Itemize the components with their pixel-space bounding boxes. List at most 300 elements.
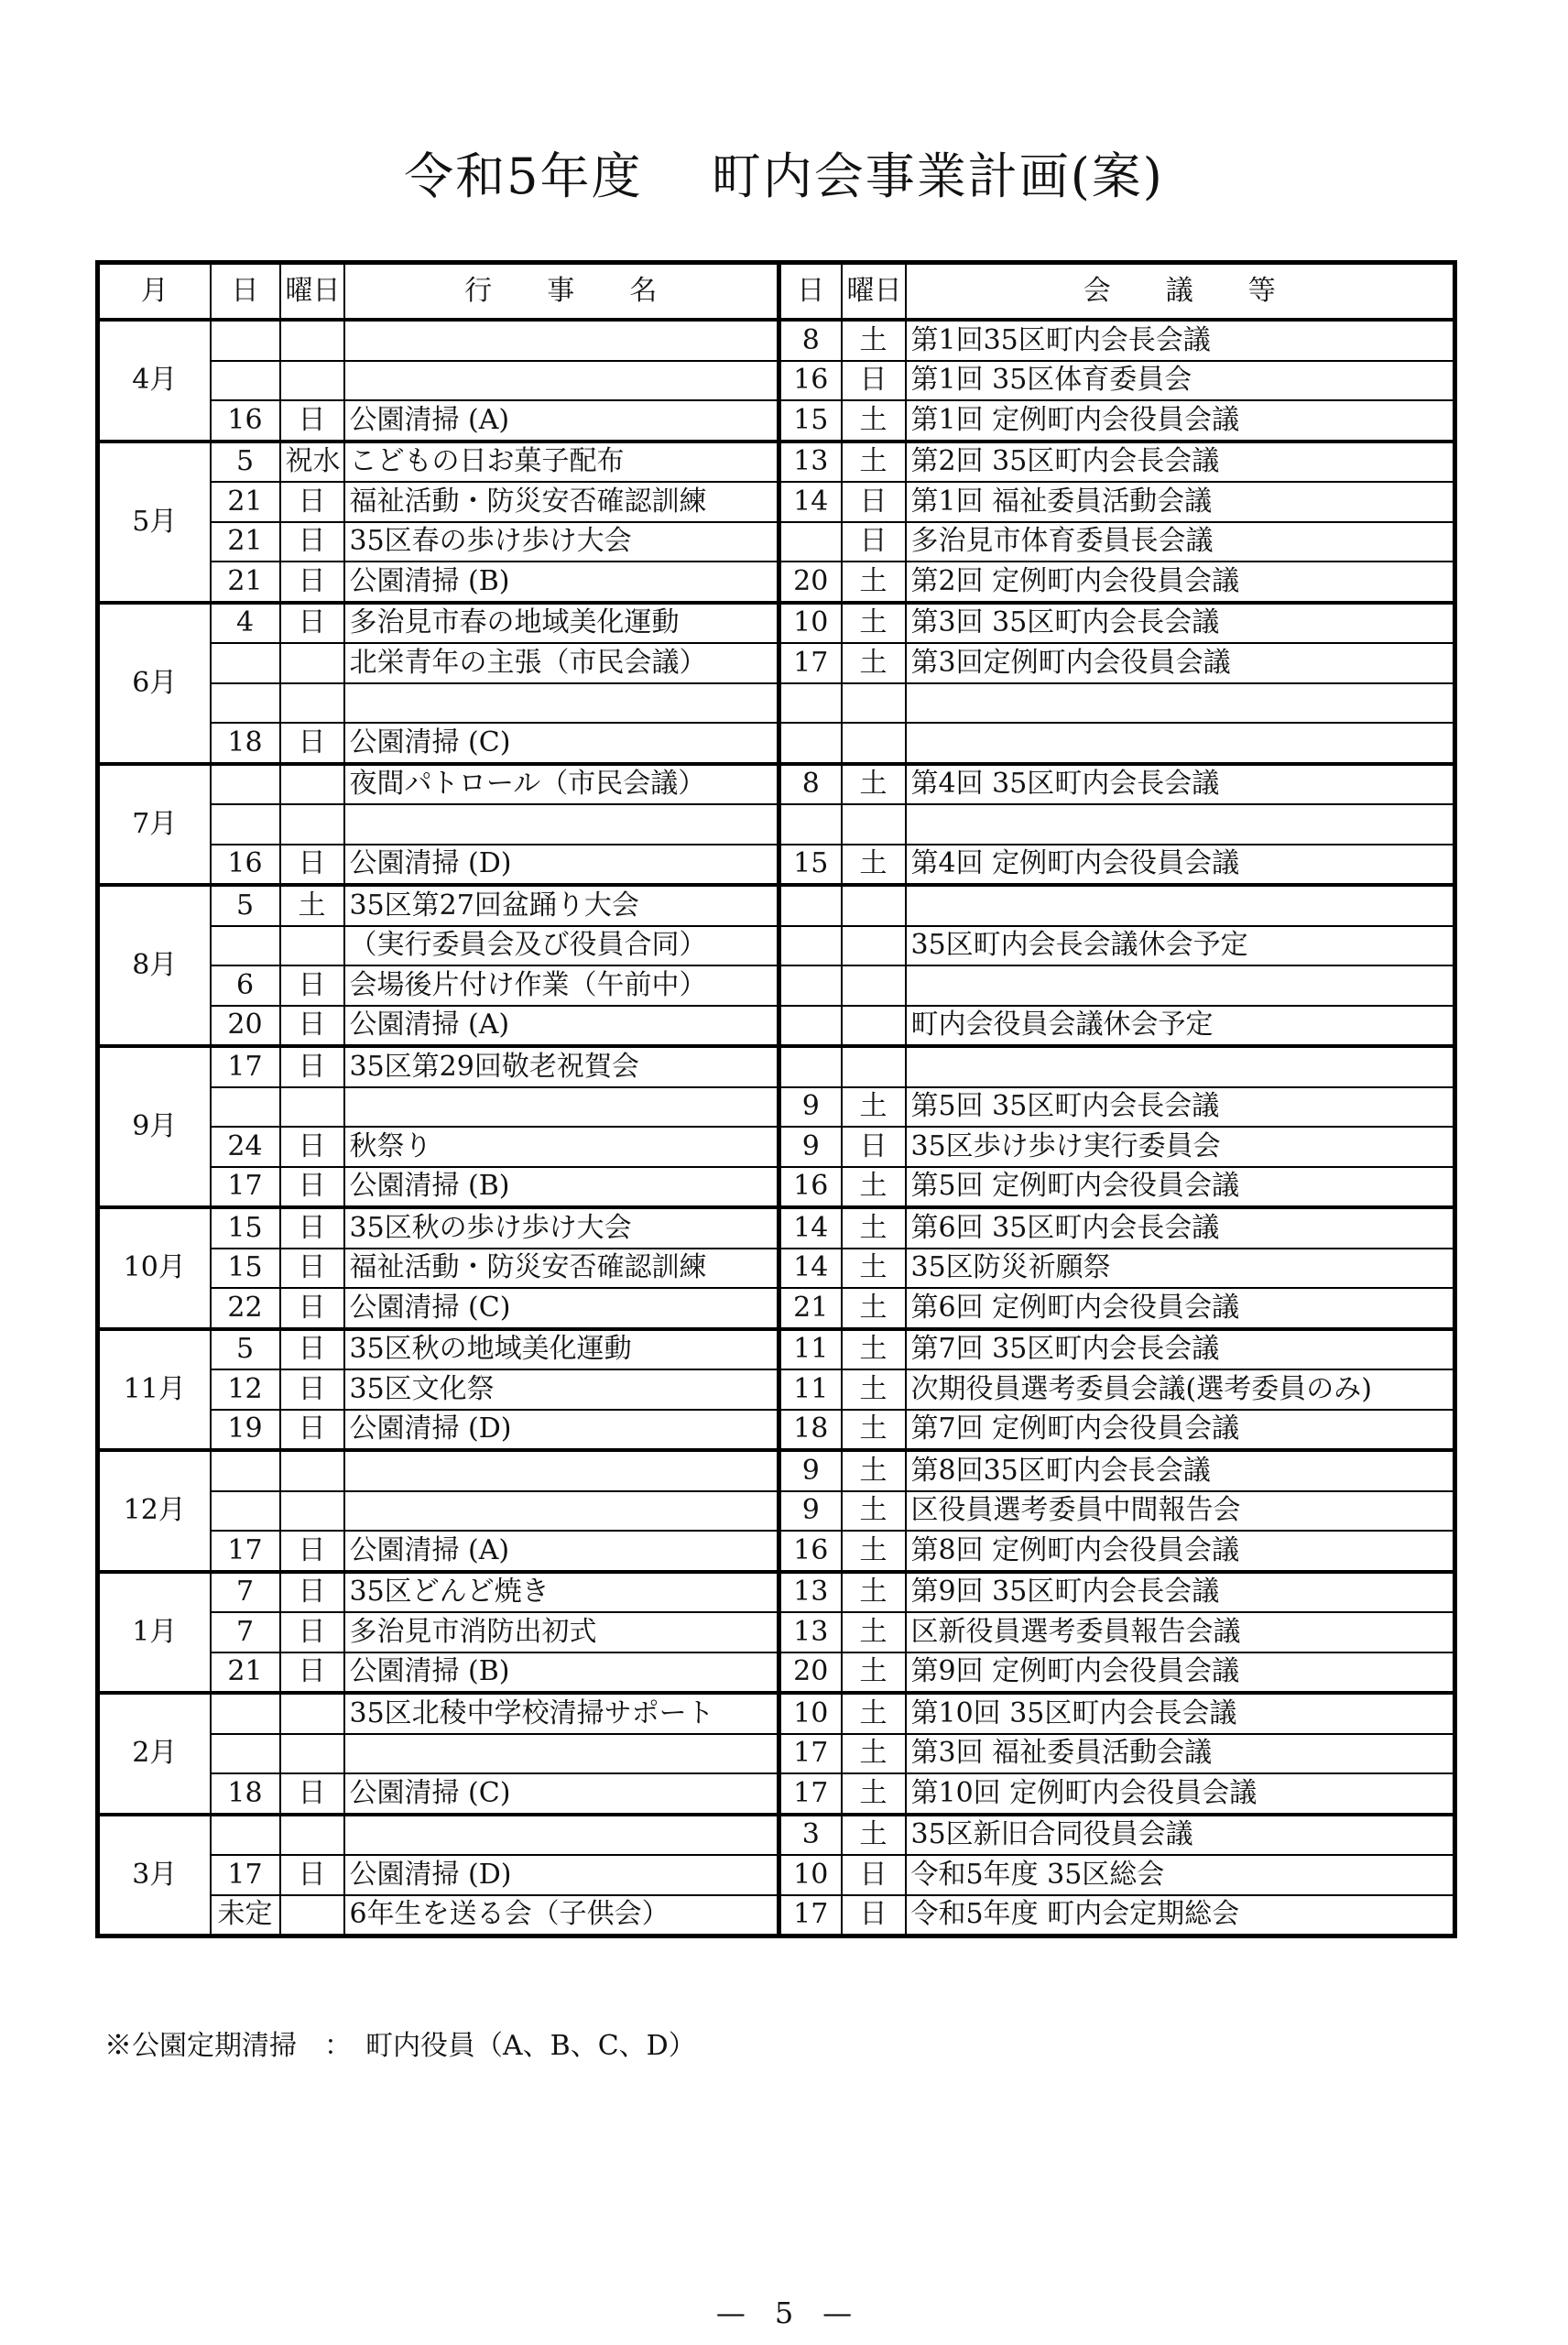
meeting-name-cell: 35区防災祈願祭 — [906, 1249, 1455, 1289]
event-day-cell: 21 — [211, 1652, 280, 1694]
meeting-day-cell: 16 — [779, 1167, 842, 1208]
table-row — [98, 1855, 1455, 1895]
meeting-weekday-cell: 土 — [842, 320, 906, 361]
header-month: 月 — [98, 263, 211, 321]
meeting-name-cell: 第7回 35区町内会長会議 — [906, 1329, 1455, 1370]
meeting-name-cell: 区新役員選考委員報告会議 — [906, 1612, 1455, 1652]
month-cell: 1月 — [98, 1572, 211, 1694]
meeting-weekday-cell: 土 — [842, 1450, 906, 1491]
meeting-name-cell: 多治見市体育委員長会議 — [906, 522, 1455, 562]
event-day-cell — [211, 320, 280, 361]
meeting-weekday-cell: 土 — [842, 562, 906, 603]
event-weekday-cell: 日 — [280, 562, 344, 603]
event-weekday-cell: 日 — [280, 845, 344, 886]
event-day-cell: 17 — [211, 1046, 280, 1087]
meeting-weekday-cell: 日 — [842, 361, 906, 401]
meeting-day-cell: 3 — [779, 1815, 842, 1856]
event-name-cell — [344, 1491, 779, 1532]
table-row — [98, 845, 1455, 886]
event-weekday-cell: 日 — [280, 1612, 344, 1652]
meeting-day-cell: 17 — [779, 1734, 842, 1774]
month-cell: 3月 — [98, 1815, 211, 1936]
event-name-cell: 35区どんど焼き — [344, 1572, 779, 1613]
table-row — [98, 1249, 1455, 1289]
meeting-weekday-cell: 日 — [842, 522, 906, 562]
month-cell: 2月 — [98, 1693, 211, 1815]
table-row — [98, 723, 1455, 764]
event-name-cell: 公園清掃 (A) — [344, 1531, 779, 1572]
event-weekday-cell: 日 — [280, 1249, 344, 1289]
meeting-name-cell: 第3回 福祉委員活動会議 — [906, 1734, 1455, 1774]
meeting-day-cell: 10 — [779, 1693, 842, 1734]
event-name-cell: 公園清掃 (C) — [344, 1288, 779, 1329]
meeting-name-cell: 令和5年度 町内会定期総会 — [906, 1895, 1455, 1936]
meeting-day-cell: 9 — [779, 1491, 842, 1532]
event-name-cell — [344, 1734, 779, 1774]
meeting-weekday-cell: 日 — [842, 1127, 906, 1167]
meeting-name-cell: 第4回 35区町内会長会議 — [906, 764, 1455, 805]
meeting-name-cell — [906, 723, 1455, 764]
event-weekday-cell: 日 — [280, 1127, 344, 1167]
meeting-weekday-cell: 土 — [842, 1572, 906, 1613]
meeting-day-cell: 20 — [779, 562, 842, 603]
event-day-cell: 17 — [211, 1167, 280, 1208]
meeting-weekday-cell: 土 — [842, 1693, 906, 1734]
event-name-cell: 公園清掃 (B) — [344, 1652, 779, 1694]
meeting-day-cell: 9 — [779, 1087, 842, 1128]
event-name-cell — [344, 320, 779, 361]
meeting-name-cell: 第3回 35区町内会長会議 — [906, 603, 1455, 644]
meeting-weekday-cell — [842, 926, 906, 966]
event-day-cell — [211, 1450, 280, 1491]
event-day-cell — [211, 1693, 280, 1734]
event-name-cell: 公園清掃 (D) — [344, 845, 779, 886]
meeting-day-cell: 13 — [779, 1612, 842, 1652]
meeting-day-cell — [779, 926, 842, 966]
meeting-name-cell: 第1回 福祉委員活動会議 — [906, 482, 1455, 522]
meeting-weekday-cell — [842, 723, 906, 764]
meeting-name-cell: 第10回 定例町内会役員会議 — [906, 1773, 1455, 1815]
event-weekday-cell — [280, 361, 344, 401]
event-day-cell: 21 — [211, 562, 280, 603]
meeting-day-cell: 20 — [779, 1652, 842, 1694]
table-row — [98, 1329, 1455, 1370]
event-day-cell — [211, 643, 280, 683]
event-name-cell — [344, 1087, 779, 1128]
footnote: ※公園定期清掃 ： 町内役員（A、B、C、D） — [104, 2030, 696, 2062]
event-name-cell: 福祉活動・防災安否確認訓練 — [344, 482, 779, 522]
meeting-day-cell: 9 — [779, 1450, 842, 1491]
meeting-name-cell: 第4回 定例町内会役員会議 — [906, 845, 1455, 886]
meeting-day-cell: 17 — [779, 1773, 842, 1815]
event-name-cell: 35区秋の地域美化運動 — [344, 1329, 779, 1370]
table-row — [98, 1652, 1455, 1694]
meeting-day-cell: 21 — [779, 1288, 842, 1329]
month-cell: 11月 — [98, 1329, 211, 1451]
meeting-day-cell: 13 — [779, 1572, 842, 1613]
meeting-name-cell: 第3回定例町内会役員会議 — [906, 643, 1455, 683]
meeting-day-cell: 16 — [779, 361, 842, 401]
table-row — [98, 885, 1455, 926]
plan-table — [95, 260, 1457, 1938]
event-weekday-cell: 日 — [280, 1288, 344, 1329]
page-title: 令和5年度 町内会事業計画(案) — [404, 147, 1164, 205]
event-weekday-cell: 日 — [280, 1410, 344, 1451]
event-day-cell: 16 — [211, 400, 280, 442]
meeting-day-cell: 13 — [779, 442, 842, 483]
table-row — [98, 1572, 1455, 1613]
event-day-cell — [211, 926, 280, 966]
event-weekday-cell — [280, 1087, 344, 1128]
event-day-cell: 15 — [211, 1207, 280, 1249]
table-row — [98, 1127, 1455, 1167]
meeting-day-cell: 10 — [779, 1855, 842, 1895]
meeting-day-cell: 8 — [779, 320, 842, 361]
meeting-day-cell: 14 — [779, 1207, 842, 1249]
event-weekday-cell — [280, 1450, 344, 1491]
meeting-weekday-cell: 土 — [842, 845, 906, 886]
table-row — [98, 926, 1455, 966]
event-day-cell: 20 — [211, 1006, 280, 1047]
event-weekday-cell: 日 — [280, 1207, 344, 1249]
event-day-cell — [211, 764, 280, 805]
meeting-name-cell — [906, 885, 1455, 926]
table-row — [98, 1612, 1455, 1652]
event-weekday-cell — [280, 1815, 344, 1856]
event-weekday-cell — [280, 320, 344, 361]
month-cell: 5月 — [98, 442, 211, 603]
event-name-cell — [344, 683, 779, 724]
event-name-cell: 公園清掃 (C) — [344, 1773, 779, 1815]
event-day-cell: 17 — [211, 1855, 280, 1895]
event-name-cell: 公園清掃 (D) — [344, 1410, 779, 1451]
event-day-cell: 24 — [211, 1127, 280, 1167]
meeting-day-cell — [779, 965, 842, 1006]
header-event-name: 行 事 名 — [344, 263, 779, 321]
event-weekday-cell — [280, 643, 344, 683]
table-row — [98, 643, 1455, 683]
event-weekday-cell — [280, 683, 344, 724]
meeting-name-cell: 第10回 35区町内会長会議 — [906, 1693, 1455, 1734]
event-weekday-cell — [280, 804, 344, 845]
meeting-weekday-cell: 土 — [842, 1329, 906, 1370]
header-meeting-name: 会 議 等 — [906, 263, 1455, 321]
event-weekday-cell: 日 — [280, 400, 344, 442]
event-name-cell: 35区秋の歩け歩け大会 — [344, 1207, 779, 1249]
page-number: — 5 — — [715, 2296, 853, 2330]
event-day-cell — [211, 683, 280, 724]
event-weekday-cell: 日 — [280, 1572, 344, 1613]
meeting-weekday-cell: 土 — [842, 1369, 906, 1410]
meeting-weekday-cell: 土 — [842, 1491, 906, 1532]
event-day-cell: 未定 — [211, 1895, 280, 1936]
header-meeting-day: 日 — [779, 263, 842, 321]
event-name-cell: 公園清掃 (B) — [344, 562, 779, 603]
meeting-weekday-cell: 土 — [842, 1288, 906, 1329]
table-row — [98, 1006, 1455, 1047]
table-row — [98, 482, 1455, 522]
event-weekday-cell: 日 — [280, 1773, 344, 1815]
event-name-cell — [344, 1450, 779, 1491]
meeting-day-cell — [779, 1006, 842, 1047]
table-row — [98, 1046, 1455, 1087]
event-name-cell: 会場後片付け作業（午前中） — [344, 965, 779, 1006]
event-name-cell: 多治見市消防出初式 — [344, 1612, 779, 1652]
event-weekday-cell: 日 — [280, 1531, 344, 1572]
event-day-cell: 5 — [211, 885, 280, 926]
table-row — [98, 522, 1455, 562]
meeting-name-cell: 次期役員選考委員会議(選考委員のみ) — [906, 1369, 1455, 1410]
event-name-cell: 公園清掃 (D) — [344, 1855, 779, 1895]
table-row — [98, 965, 1455, 1006]
meeting-day-cell: 15 — [779, 400, 842, 442]
table-row — [98, 764, 1455, 805]
month-cell: 8月 — [98, 885, 211, 1046]
event-day-cell: 7 — [211, 1572, 280, 1613]
meeting-name-cell: 第5回 35区町内会長会議 — [906, 1087, 1455, 1128]
table-row — [98, 400, 1455, 442]
event-name-cell: 35区第27回盆踊り大会 — [344, 885, 779, 926]
month-cell: 7月 — [98, 764, 211, 886]
table-row — [98, 1207, 1455, 1249]
meeting-day-cell: 11 — [779, 1329, 842, 1370]
event-weekday-cell: 日 — [280, 522, 344, 562]
table-row — [98, 361, 1455, 401]
event-weekday-cell: 祝水 — [280, 442, 344, 483]
event-day-cell: 18 — [211, 723, 280, 764]
event-weekday-cell: 日 — [280, 1369, 344, 1410]
meeting-weekday-cell: 土 — [842, 1531, 906, 1572]
event-weekday-cell: 土 — [280, 885, 344, 926]
meeting-name-cell: 第6回 35区町内会長会議 — [906, 1207, 1455, 1249]
event-day-cell: 12 — [211, 1369, 280, 1410]
meeting-name-cell: 第1回35区町内会長会議 — [906, 320, 1455, 361]
month-cell: 12月 — [98, 1450, 211, 1572]
event-weekday-cell: 日 — [280, 965, 344, 1006]
event-day-cell: 18 — [211, 1773, 280, 1815]
meeting-name-cell: 第9回 35区町内会長会議 — [906, 1572, 1455, 1613]
event-name-cell: 35区文化祭 — [344, 1369, 779, 1410]
meeting-day-cell — [779, 804, 842, 845]
table-row — [98, 1734, 1455, 1774]
event-weekday-cell — [280, 764, 344, 805]
meeting-day-cell: 16 — [779, 1531, 842, 1572]
table-row — [98, 1491, 1455, 1532]
table-row — [98, 1288, 1455, 1329]
event-name-cell: 35区北稜中学校清掃サポート — [344, 1693, 779, 1734]
meeting-day-cell: 11 — [779, 1369, 842, 1410]
table-row — [98, 1895, 1455, 1936]
event-name-cell: 公園清掃 (A) — [344, 1006, 779, 1047]
meeting-day-cell — [779, 885, 842, 926]
event-day-cell: 16 — [211, 845, 280, 886]
meeting-day-cell: 17 — [779, 643, 842, 683]
month-cell: 6月 — [98, 603, 211, 764]
meeting-name-cell: 第5回 定例町内会役員会議 — [906, 1167, 1455, 1208]
meeting-weekday-cell: 土 — [842, 400, 906, 442]
event-name-cell: 多治見市春の地域美化運動 — [344, 603, 779, 644]
table-row — [98, 1773, 1455, 1815]
meeting-day-cell — [779, 522, 842, 562]
event-weekday-cell — [280, 1693, 344, 1734]
table-row — [98, 1087, 1455, 1128]
meeting-weekday-cell: 土 — [842, 1167, 906, 1208]
meeting-day-cell — [779, 723, 842, 764]
event-name-cell: 35区春の歩け歩け大会 — [344, 522, 779, 562]
meeting-weekday-cell: 土 — [842, 603, 906, 644]
meeting-name-cell: 第2回 35区町内会長会議 — [906, 442, 1455, 483]
meeting-name-cell: 第2回 定例町内会役員会議 — [906, 562, 1455, 603]
event-day-cell: 19 — [211, 1410, 280, 1451]
meeting-weekday-cell: 土 — [842, 1815, 906, 1856]
event-name-cell — [344, 361, 779, 401]
meeting-weekday-cell: 土 — [842, 1612, 906, 1652]
table-header-row — [98, 263, 1455, 321]
event-weekday-cell: 日 — [280, 482, 344, 522]
meeting-weekday-cell: 土 — [842, 1652, 906, 1694]
table-row — [98, 1815, 1455, 1856]
table-row — [98, 1531, 1455, 1572]
plan-table-body — [98, 320, 1455, 1936]
event-weekday-cell: 日 — [280, 1167, 344, 1208]
meeting-day-cell: 10 — [779, 603, 842, 644]
meeting-name-cell: 第1回 定例町内会役員会議 — [906, 400, 1455, 442]
meeting-name-cell: 区役員選考委員中間報告会 — [906, 1491, 1455, 1532]
meeting-name-cell: 35区町内会長会議休会予定 — [906, 926, 1455, 966]
meeting-name-cell: 令和5年度 35区総会 — [906, 1855, 1455, 1895]
month-cell: 10月 — [98, 1207, 211, 1329]
meeting-weekday-cell — [842, 804, 906, 845]
meeting-weekday-cell: 土 — [842, 1249, 906, 1289]
event-name-cell: 公園清掃 (C) — [344, 723, 779, 764]
event-day-cell — [211, 804, 280, 845]
meeting-weekday-cell — [842, 1046, 906, 1087]
event-day-cell: 21 — [211, 482, 280, 522]
meeting-day-cell: 14 — [779, 482, 842, 522]
event-weekday-cell: 日 — [280, 723, 344, 764]
event-name-cell: 公園清掃 (A) — [344, 400, 779, 442]
event-day-cell — [211, 1815, 280, 1856]
meeting-day-cell: 9 — [779, 1127, 842, 1167]
event-day-cell — [211, 1734, 280, 1774]
event-name-cell — [344, 804, 779, 845]
meeting-name-cell — [906, 804, 1455, 845]
table-row — [98, 603, 1455, 644]
table-row — [98, 683, 1455, 724]
event-day-cell — [211, 361, 280, 401]
meeting-name-cell: 第8回 定例町内会役員会議 — [906, 1531, 1455, 1572]
event-day-cell: 7 — [211, 1612, 280, 1652]
event-day-cell: 5 — [211, 442, 280, 483]
table-row — [98, 1693, 1455, 1734]
table-row — [98, 1450, 1455, 1491]
table-row — [98, 804, 1455, 845]
month-cell: 4月 — [98, 320, 211, 442]
event-day-cell: 4 — [211, 603, 280, 644]
meeting-weekday-cell: 日 — [842, 1895, 906, 1936]
meeting-weekday-cell: 土 — [842, 643, 906, 683]
meeting-day-cell — [779, 683, 842, 724]
meeting-name-cell: 第7回 定例町内会役員会議 — [906, 1410, 1455, 1451]
meeting-name-cell: 35区歩け歩け実行委員会 — [906, 1127, 1455, 1167]
header-event-weekday: 曜日 — [280, 263, 344, 321]
event-weekday-cell: 日 — [280, 1329, 344, 1370]
event-weekday-cell: 日 — [280, 1652, 344, 1694]
meeting-day-cell: 8 — [779, 764, 842, 805]
event-name-cell — [344, 1815, 779, 1856]
meeting-weekday-cell — [842, 1006, 906, 1047]
meeting-weekday-cell: 土 — [842, 1207, 906, 1249]
meeting-weekday-cell: 土 — [842, 764, 906, 805]
event-day-cell — [211, 1491, 280, 1532]
meeting-weekday-cell: 日 — [842, 482, 906, 522]
meeting-weekday-cell: 土 — [842, 1734, 906, 1774]
event-day-cell: 6 — [211, 965, 280, 1006]
meeting-weekday-cell: 土 — [842, 1087, 906, 1128]
table-row — [98, 1410, 1455, 1451]
meeting-weekday-cell — [842, 885, 906, 926]
event-weekday-cell — [280, 926, 344, 966]
meeting-name-cell: 第6回 定例町内会役員会議 — [906, 1288, 1455, 1329]
table-row — [98, 320, 1455, 361]
event-weekday-cell: 日 — [280, 1855, 344, 1895]
table-row — [98, 1167, 1455, 1208]
event-name-cell: 6年生を送る会（子供会） — [344, 1895, 779, 1936]
meeting-name-cell — [906, 683, 1455, 724]
meeting-weekday-cell — [842, 965, 906, 1006]
meeting-name-cell: 町内会役員会議休会予定 — [906, 1006, 1455, 1047]
meeting-weekday-cell: 土 — [842, 442, 906, 483]
header-event-day: 日 — [211, 263, 280, 321]
event-weekday-cell: 日 — [280, 1046, 344, 1087]
event-name-cell: 夜間パトロール（市民会議） — [344, 764, 779, 805]
event-day-cell: 21 — [211, 522, 280, 562]
event-name-cell: 北栄青年の主張（市民会議） — [344, 643, 779, 683]
table-row — [98, 1369, 1455, 1410]
meeting-name-cell — [906, 1046, 1455, 1087]
meeting-name-cell: 35区新旧合同役員会議 — [906, 1815, 1455, 1856]
table-row — [98, 442, 1455, 483]
event-day-cell: 15 — [211, 1249, 280, 1289]
event-day-cell: 5 — [211, 1329, 280, 1370]
meeting-day-cell: 15 — [779, 845, 842, 886]
meeting-weekday-cell: 土 — [842, 1773, 906, 1815]
meeting-name-cell: 第9回 定例町内会役員会議 — [906, 1652, 1455, 1694]
meeting-day-cell: 17 — [779, 1895, 842, 1936]
meeting-weekday-cell: 土 — [842, 1410, 906, 1451]
meeting-name-cell: 第1回 35区体育委員会 — [906, 361, 1455, 401]
meeting-weekday-cell — [842, 683, 906, 724]
event-weekday-cell — [280, 1491, 344, 1532]
event-name-cell: こどもの日お菓子配布 — [344, 442, 779, 483]
meeting-weekday-cell: 日 — [842, 1855, 906, 1895]
meeting-name-cell — [906, 965, 1455, 1006]
meeting-day-cell — [779, 1046, 842, 1087]
event-name-cell: 秋祭り — [344, 1127, 779, 1167]
event-day-cell — [211, 1087, 280, 1128]
event-name-cell: 35区第29回敬老祝賀会 — [344, 1046, 779, 1087]
header-meeting-weekday: 曜日 — [842, 263, 906, 321]
event-name-cell: 福祉活動・防災安否確認訓練 — [344, 1249, 779, 1289]
meeting-day-cell: 18 — [779, 1410, 842, 1451]
event-weekday-cell: 日 — [280, 1006, 344, 1047]
table-row — [98, 562, 1455, 603]
meeting-day-cell: 14 — [779, 1249, 842, 1289]
event-weekday-cell — [280, 1895, 344, 1936]
event-day-cell: 22 — [211, 1288, 280, 1329]
event-weekday-cell — [280, 1734, 344, 1774]
month-cell: 9月 — [98, 1046, 211, 1207]
